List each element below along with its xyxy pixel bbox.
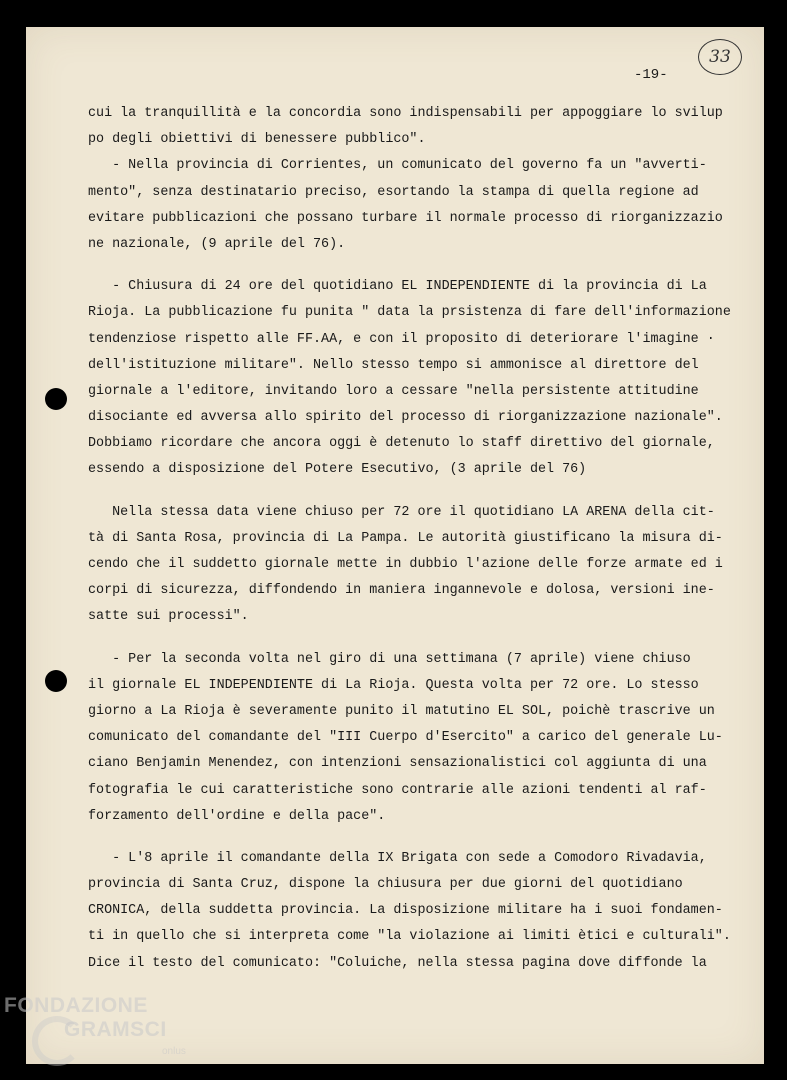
text-line: provincia di Santa Cruz, dispone la chiusura per due giorni del quotidiano bbox=[88, 877, 683, 893]
fondazione-gramsci-watermark bbox=[4, 992, 194, 1074]
binder-hole bbox=[45, 670, 67, 692]
text-line: ciano Benjamin Menendez, con intenzioni sensazionalistici col aggiunta di una bbox=[88, 756, 707, 772]
text-line: CRONICA, della suddetta provincia. La disposizione militare ha i suoi fondamen- bbox=[88, 903, 723, 919]
binder-hole bbox=[45, 388, 67, 410]
text-line: Dice il testo del comunicato: "Coluiche, nella stessa pagina dove diffonde la bbox=[88, 955, 707, 971]
text-line: po degli obiettivi di benessere pubblico". bbox=[88, 132, 426, 148]
text-line: Nella stessa data viene chiuso per 72 ore il quotidiano LA ARENA della cit- bbox=[88, 504, 715, 520]
text-line: - Nella provincia di Corrientes, un comunicato del governo fa un "avverti- bbox=[88, 158, 707, 174]
text-line: - L'8 aprile il comandante della IX Brigata con sede a Comodoro Rivadavia, bbox=[88, 850, 707, 866]
text-line: satte sui processi". bbox=[88, 609, 249, 625]
document-text bbox=[88, 101, 731, 977]
watermark-line2: GRAMSCI bbox=[64, 1018, 167, 1041]
text-line: ne nazionale, (9 aprile del 76). bbox=[88, 236, 346, 252]
paragraph-gap bbox=[88, 484, 728, 500]
text-line: essendo a disposizione del Potere Esecutivo, (3 aprile del 76) bbox=[88, 462, 587, 478]
watermark-line3: onlus bbox=[162, 1046, 186, 1057]
text-line: evitare pubblicazioni che possano turbare il normale processo di riorganizzazio bbox=[88, 210, 723, 226]
text-line: dell'istituzione militare". Nello stesso tempo si ammonisce al direttore del bbox=[88, 357, 699, 373]
text-line: cendo che il suddetto giornale mette in dubbio l'azione delle forze armate ed i bbox=[88, 557, 723, 572]
text-line: fotografia le cui caratteristiche sono contrarie alle azioni tendenti al raf- bbox=[88, 782, 707, 798]
archive-number: 33 bbox=[698, 39, 742, 75]
text-line: il giornale EL INDEPENDIENTE di La Rioja. Questa volta per 72 ore. Lo stesso bbox=[88, 677, 699, 693]
document-page bbox=[26, 27, 764, 1064]
page-number: -19- bbox=[634, 67, 668, 83]
text-line: Dobbiamo ricordare che ancora oggi è detenuto lo staff direttivo del giornale, bbox=[88, 436, 715, 452]
text-line: giorno a La Rioja è severamente punito il matutino EL SOL, poichè trascrive un bbox=[88, 703, 715, 719]
text-line: - Per la seconda volta nel giro di una settimana (7 aprile) viene chiuso bbox=[88, 651, 691, 667]
text-line: giornale a l'editore, invitando loro a cessare "nella persistente attitudine bbox=[88, 383, 699, 399]
text-line: corpi di sicurezza, diffondendo in maniera ingannevole e dolosa, versioni ine- bbox=[88, 583, 715, 599]
text-line: comunicato del comandante del "III Cuerpo d'Esercito" a carico del generale Lu- bbox=[88, 730, 723, 746]
text-line: cui la tranquillità e la concordia sono indispensabili per appoggiare lo svilup bbox=[88, 106, 723, 121]
text-line: tà di Santa Rosa, provincia di La Pampa. Le autorità giustificano la misura di- bbox=[88, 530, 723, 546]
paragraph-gap bbox=[88, 830, 728, 846]
watermark-line1: FONDAZIONE bbox=[4, 994, 148, 1017]
text-line: - Chiusura di 24 ore del quotidiano EL INDEPENDIENTE di la provincia di La bbox=[88, 279, 707, 295]
paragraph-gap bbox=[88, 258, 728, 274]
text-line: Rioja. La pubblicazione fu punita " data la prsistenza di fare dell'informazione bbox=[88, 305, 731, 321]
text-line: disociante ed avversa allo spirito del processo di riorganizzazione nazionale". bbox=[88, 410, 723, 426]
text-line: ti in quello che si interpreta come "la violazione ai limiti ètici e culturali". bbox=[88, 929, 731, 945]
paragraph-gap bbox=[88, 631, 728, 647]
text-line: forzamento dell'ordine e della pace". bbox=[88, 808, 386, 824]
text-line: tendenziose rispetto alle FF.AA, e con il proposito di deteriorare l'imagine · bbox=[88, 331, 715, 347]
text-line: mento", senza destinatario preciso, esortando la stampa di quella regione ad bbox=[88, 184, 699, 200]
